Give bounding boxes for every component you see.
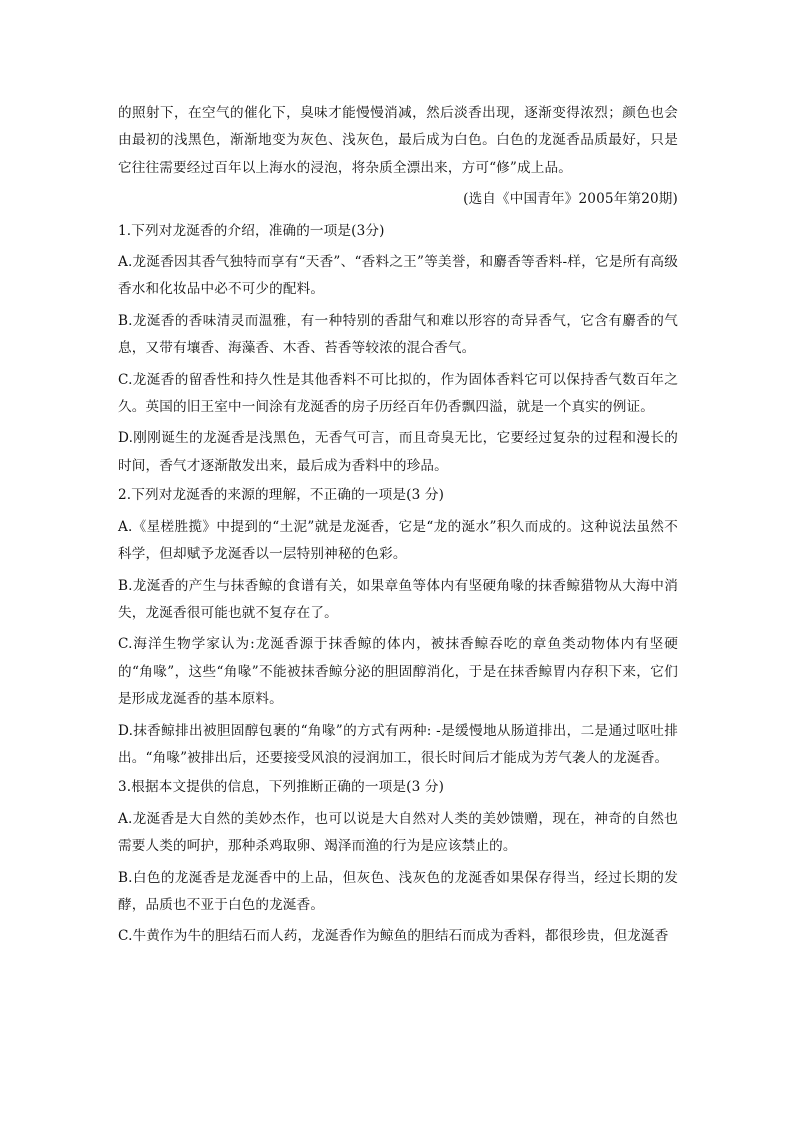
question-1 — [118, 218, 678, 481]
option-b: B.龙涎香的香味清灵而温雅，有一种特别的香甜气和难以形容的奇异香气，它含有麝香的气息，又带有壤香、海藻香、木香、苔香等较浓的混合香气。 — [118, 312, 678, 357]
question-stem: 1.下列对龙涎香的介绍，准确的一项是(3分) — [118, 222, 385, 239]
option-b: B.白色的龙涎香是龙涎香中的上品，但灰色、浅灰色的龙涎香如果保存得当，经过长期的发酵，品质也不亚于白色的龙涎香。 — [118, 869, 678, 913]
option-b: B.龙涎香的产生与抹香鲸的食谱有关，如果章鱼等体内有坚硬角喙的抹香鲸猎物从大海中消失，龙涎香很可能也就不复存在了。 — [118, 577, 678, 621]
option-c: C.牛黄作为牛的胆结石而人药，龙涎香作为鲸鱼的胆结石而成为香料，都很珍贵，但龙涎香 — [118, 928, 669, 945]
document-body — [118, 100, 678, 951]
option-c: C.海洋生物学家认为:龙涎香源于抹香鲸的体内，被抹香鲸吞吃的章鱼类动物体内有坚硬的“角喙”，这些“角喙”不能被抹香鲸分泌的胆固醇消化，于是在抹香鲸胃内存积下来，它们是形成龙涎香的基本原料。 — [118, 636, 678, 708]
option-a: A.龙涎香是大自然的美妙杰作，也可以说是大自然对人类的美妙馈赠，现在，神奇的自然也需要人类的呵护，那种杀鸡取卵、竭泽而渔的行为是应该禁止的。 — [118, 810, 678, 855]
question-3 — [118, 774, 678, 950]
option-a: A.《星槎胜揽》中提到的“土泥”就是龙涎香，它是“龙的涎水”积久而成的。这种说法虽然不科学，但却赋予龙涎香以一层特别神秘的色彩。 — [118, 518, 678, 563]
option-a: A.龙涎香因其香气独特而享有“天香”、“香料之王”等美誉，和麝香等香料-样，它是所有高级香水和化妆品中必不可少的配料。 — [118, 254, 678, 298]
question-stem: 2.下列对龙涎香的来源的理解，不正确的一项是(3 分) — [118, 487, 445, 504]
passage-paragraph: 的照射下，在空气的催化下，臭味才能慢慢消减，然后淡香出现，逐渐变得浓烈；颜色也会由最初的浅黑色，渐渐地变为灰色、浅灰色，最后成为白色。白色的龙涎香品质最好，只是它往往需要经过百年以上海水的浸泡，将杂质全漂出来，方可“修”成上品。 — [118, 105, 678, 176]
question-2 — [118, 482, 678, 772]
option-d: D.抹香鲸排出被胆固醇包裹的“角喙”的方式有两种: -是缓慢地从肠道排出，二是通过呕吐排出。“角喙”被排出后，还要接受风浪的浸润加工，很长时间后才能成为芳气袭人的龙涎香。 — [118, 722, 678, 766]
option-d: D.刚刚诞生的龙涎香是浅黑色，无香气可言，而且奇臭无比，它要经过复杂的过程和漫长的时间，香气才逐渐散发出来，最后成为香料中的珍品。 — [118, 430, 678, 474]
option-c: C.龙涎香的留香性和持久性是其他香料不可比拟的，作为固体香料它可以保持香气数百年之久。英国的旧王室中一间涂有龙涎香的房子历经百年仍香飘四溢，就是一个真实的例证。 — [118, 371, 678, 416]
question-stem: 3.根据本文提供的信息，下列推断正确的一项是(3 分) — [118, 779, 445, 796]
source-citation: (选自《中国青年》2005年第20期) — [463, 191, 678, 208]
